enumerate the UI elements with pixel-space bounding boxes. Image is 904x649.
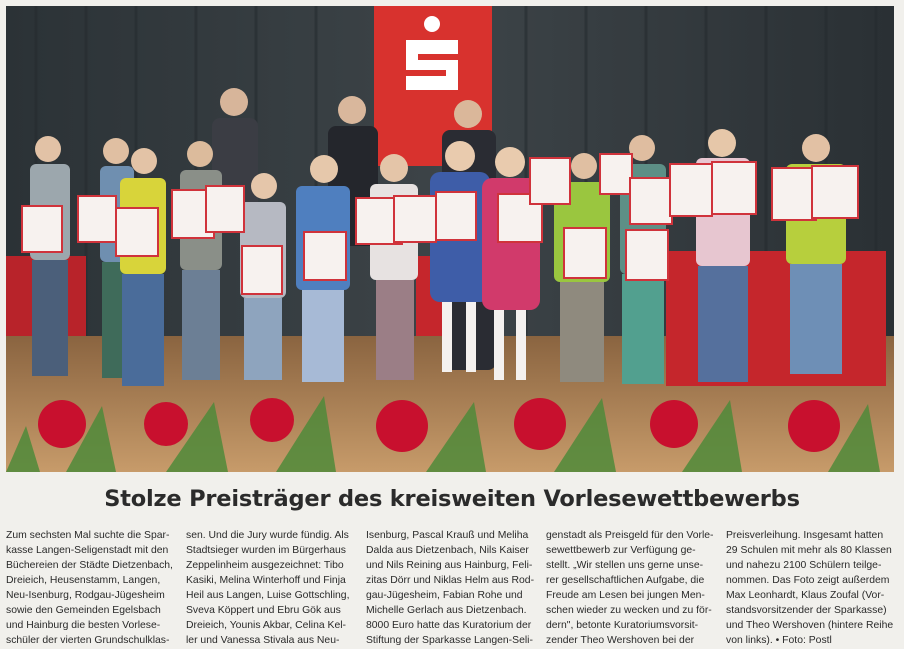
article-line: sewettbewerb zur Verfügung ge-: [546, 545, 696, 556]
article-column-4: [546, 528, 714, 646]
article-line: Dreieich, Heusenstamm, Langen,: [6, 575, 161, 586]
group-photo-illustration: [6, 6, 894, 472]
article-line: sowie den Gemeinden Egelsbach: [6, 605, 161, 616]
article-line: Neu-Isenburg, Rodgau-Jügesheim: [6, 590, 165, 601]
article-column-2: [186, 528, 354, 646]
article-line: Freude am Lesen bei jungen Men-: [546, 590, 705, 601]
article-column-1: [6, 528, 174, 646]
article-line: stellt. „Wir stellen uns gerne unse-: [546, 560, 704, 571]
article-line: genstadt als Preisgeld für den Vorle-: [546, 530, 714, 541]
article-line: sen. Und die Jury wurde fündig. Als: [186, 530, 349, 541]
article-line: Max Leonhardt, Klaus Zoufal (Vor-: [726, 590, 885, 601]
article-line: zitas Dörr und Niklas Helm aus Rod-: [366, 575, 535, 586]
article-line: von links). • Foto: Postl: [726, 635, 832, 646]
article-line: zender Theo Wershoven bei der: [546, 635, 695, 646]
article-line: dern", betonte Kuratoriumsvorsit-: [546, 620, 699, 631]
article-line: Michelle Gerlach aus Dietzenbach.: [366, 605, 527, 616]
article-line: Stadtsieger wurden im Bürgerhaus: [186, 545, 346, 556]
article-column-3: [366, 528, 534, 646]
article-line: kasse Langen-Seligenstadt mit den: [6, 545, 169, 556]
article-line: Isenburg, Pascal Krauß und Meliha: [366, 530, 529, 541]
article-line: und Theo Wershoven (hintere Reihe: [726, 620, 894, 631]
article-line: Dreieich, Younis Akbar, Celina Kel-: [186, 620, 346, 631]
article-line: und Hainburg die besten Vorlese-: [6, 620, 161, 631]
article-line: Zeppelinheim ausgezeichnet: Tibo: [186, 560, 344, 571]
article-line: rer gesellschaftlichen Aufgabe, die: [546, 575, 705, 586]
article-column-5: [726, 528, 894, 646]
article-headline: Stolze Preisträger des kreisweiten Vorlesewettbewerbs: [104, 486, 800, 512]
article-line: nommen. Das Foto zeigt außerdem: [726, 575, 890, 586]
article-line: 29 Schulen mit mehr als 80 Klassen: [726, 545, 892, 556]
article-line: Stiftung der Sparkasse Langen-Seli-: [366, 635, 533, 646]
article-line: Büchereien der Städte Dietzenbach,: [6, 560, 173, 571]
article-line: Preisverleihung. Insgesamt hatten: [726, 530, 884, 541]
article-line: Zum sechsten Mal suchte die Spar-: [6, 530, 170, 541]
article-line: standsvorsitzender der Sparkasse): [726, 605, 887, 616]
article-line: gau-Jügesheim, Fabian Rohe und: [366, 590, 523, 601]
article-line: 8000 Euro hatte das Kuratorium der: [366, 620, 532, 631]
article-body: [6, 528, 896, 646]
article-line: Heil aus Langen, Luise Gottschling,: [186, 590, 350, 601]
article-line: ler und Vanessa Stivala aus Neu-: [186, 635, 340, 646]
article-line: Sveva Köppert und Ebru Gök aus: [186, 605, 341, 616]
article-line: Kasiki, Melina Winterhoff und Finja: [186, 575, 346, 586]
article-line: Dalda aus Dietzenbach, Nils Kaiser: [366, 545, 529, 556]
article-line: schen wieder zu wecken und zu för-: [546, 605, 712, 616]
article-line: und nahezu 2100 Schülern teilge-: [726, 560, 882, 571]
article-photo: [6, 6, 894, 472]
article-line: und Nils Reining aus Hainburg, Feli-: [366, 560, 533, 571]
article-line: schüler der vierten Grundschulklas-: [6, 635, 170, 646]
